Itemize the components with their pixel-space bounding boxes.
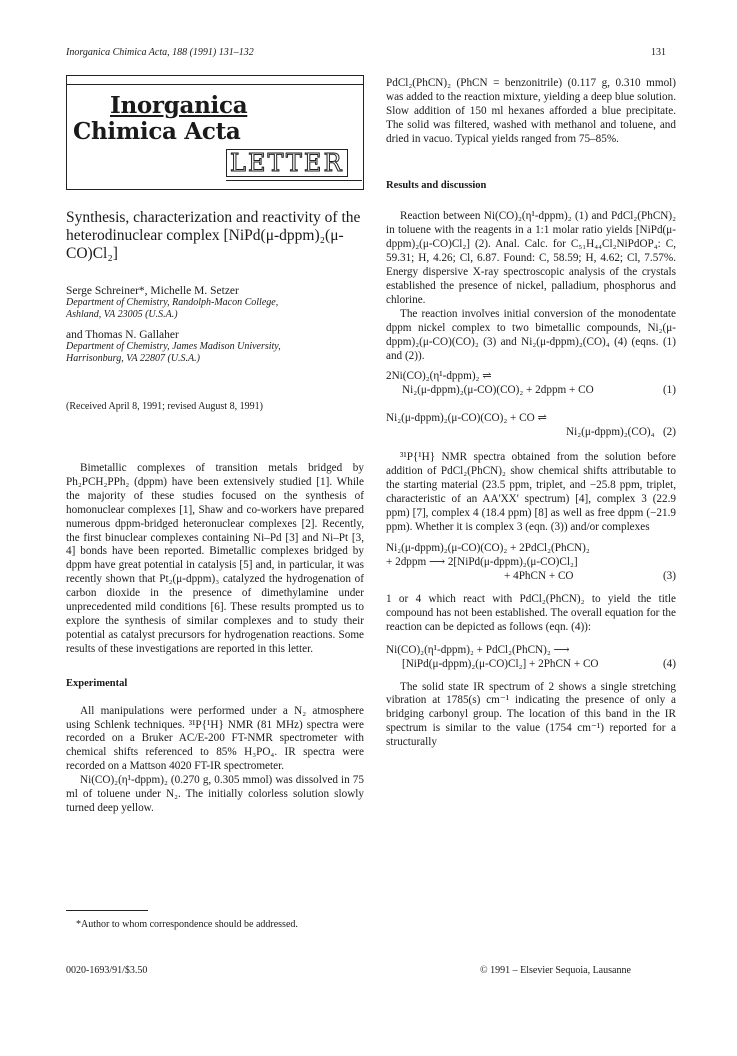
equation-number: (1) [662, 384, 676, 397]
experimental-paragraph: All manipulations were performed under a N₂ atmosphere using Schlenk techniques. ³¹P{¹H} NMR (81 MHz) spectra were recorded on a Bruker AC/E-200 FT-NMR spectrometer with chemical shifts referenced to 85% H₃PO₄. IR spectra were recorded on a Mattson 4020 FT-IR spectrometer. [66, 704, 364, 773]
continued-paragraph: PdCl₂(PhCN)₂ (PhCN = benzonitrile) (0.117 g, 0.310 mmol) was added to the reaction mixture, yielding a deep blue solution. Slow addition of 150 ml hexanes afforded a blue precipitate. The solid was filtered, washed with methanol and toluene, and dried in vacuo. Typical yields ranged from 75–85%. [386, 77, 676, 145]
authors-secondary: and Thomas N. Gallaher [66, 329, 179, 341]
equation-line: Ni(CO)₂(η¹-dppm)₂ + PdCl₂(PhCN)₂ ⟶ [386, 643, 570, 656]
affiliation-line: Harrisonburg, VA 22807 (U.S.A.) [66, 353, 200, 364]
equation-line: Ni₂(μ-dppm)₂(μ-CO)(CO)₂ + CO ⇌ [386, 412, 547, 425]
equation-1 [386, 369, 676, 397]
results-heading: Results and discussion [386, 179, 487, 191]
equation-2 [386, 411, 676, 439]
logo-top-rule [66, 84, 364, 85]
equation-3 [386, 541, 676, 583]
results-paragraph: Reaction between Ni(CO)₂(η¹-dppm)₂ (1) and PdCl₂(PhCN)₂ in toluene with the reagents in a 1:1 molar ratio yields [NiPd(μ-dppm)₂(μ-CO)Cl₂] (2). Anal. Calc. for C₅₁H₄₄Cl₂NiPdOP₄: C, 59.31; H, 4.26; Cl, 6.87. Found: C, 58.59; H, 4.62; Cl, 7.57%. Energy dispersive X-ray spectroscopic analysis of the crystals established the presence of nickel, palladium, phosphorus and chlorine. [386, 210, 676, 306]
equation-line: [NiPd(μ-dppm)₂(μ-CO)Cl₂] + 2PhCN + CO [402, 657, 599, 670]
author-block [66, 285, 281, 365]
affiliation-line: Department of Chemistry, James Madison University, [66, 341, 281, 352]
footer-code: 0020-1693/91/$3.50 [66, 965, 148, 976]
logo-inorganica: Inorganica [110, 92, 248, 119]
nmr-paragraph: ³¹P{¹H} NMR spectra obtained from the solution before addition of PdCl₂(PhCN)₂ show chemical shifts attributable to the starting material (23.5 ppm, triplet, and −25.8 ppm, triplet, characteristic of an AA'XX' spectrum) [4], complex 3 (22.9 ppm) [7], complex 4 (18.4 ppm) [8] as well as free dppm (−21.9 ppm). Whether it is complex 3 (eqn. (3)) and/or complexes [386, 451, 676, 533]
authors-primary: Serge Schreiner*, Michelle M. Setzer [66, 285, 239, 297]
experimental-heading: Experimental [66, 677, 128, 689]
equation-line: Ni₂(μ-dppm)₂(μ-CO)(CO)₂ + 2dppm + CO [402, 384, 594, 397]
letter-badge: LETTER [226, 149, 348, 177]
affiliation-line: Ashland, VA 23005 (U.S.A.) [66, 309, 178, 320]
journal-header: Inorganica Chimica Acta, 188 (1991) 131–132 [66, 47, 254, 58]
affiliation-line: Department of Chemistry, Randolph-Macon College, [66, 297, 279, 308]
article-title: Synthesis, characterization and reactivity of the heterodinuclear complex [NiPd(μ-dppm)₂(μ-CO)Cl₂] [66, 209, 361, 262]
ir-paragraph: The solid state IR spectrum of 2 shows a single stretching vibration at 1785(s) cm⁻¹ indicating the presence of only a bridging carbonyl group. The location of this band in the IR spectrum is similar to the value (1754 cm⁻¹) reported for a structurally [386, 680, 676, 749]
footer-copyright: © 1991 – Elsevier Sequoia, Lausanne [480, 965, 631, 976]
overall-paragraph: 1 or 4 which react with PdCl₂(PhCN)₂ to yield the title compound has not been established. The overall equation for the reaction can be depicted as follows (eqn. (4)): [386, 592, 676, 633]
intro-paragraph: Bimetallic complexes of transition metals bridged by Ph₂PCH₂PPh₂ (dppm) have been extensively studied [1]. While the majority of these studies focused on the synthesis of homonuclear complexes [1], Shaw and co-workers have prepared numerous dppm-bridged heteronuclear complexes [2]. Recently, the first binuclear complexes containing Ni–Pd [3] and Ni–Pt [3, 4] bonds have been reported. Bimetallic complexes bridged by dppm have great potential in catalysis [5] and, in particular, it was recently shown that Pt₂(μ-dppm)₃ catalyzed the hydrogenation of carbon dioxide in the presence of dimethylamine under unprecedented mild conditions [6]. These results prompted us to explore the synthesis of similar complexes and to study their potential as catalyst precursors for hydrogenation reactions. Some results of these investigations are reported in this letter. [66, 462, 364, 655]
results-paragraph: The reaction involves initial conversion of the monodentate dppm nickel complex to two bimetallic compounds, Ni₂(μ-dppm)₂(μ-CO)(CO)₂ (3) and Ni₂(μ-dppm)₂(CO)₄ (4) (eqns. (1) and (2)). [386, 307, 676, 362]
experimental-paragraph: Ni(CO)₂(η¹-dppm)₂ (0.270 g, 0.305 mmol) was dissolved in 75 ml of toluene under N₂. The initially colorless solution slowly turned deep yellow. [66, 774, 364, 814]
received-dates: (Received April 8, 1991; revised August 8, 1991) [66, 401, 263, 412]
logo-chimica-acta: Chimica Acta [73, 118, 241, 145]
equation-number: (4) [662, 657, 676, 670]
letter-badge-rule [226, 180, 362, 181]
equation-number: (2) [662, 426, 676, 439]
page-number: 131 [651, 47, 666, 58]
equation-line: Ni₂(μ-dppm)₂(μ-CO)(CO)₂ + 2PdCl₂(PhCN)₂ [386, 541, 590, 554]
footnote-rule [66, 910, 148, 911]
equation-line: 2Ni(CO)₂(η¹-dppm)₂ ⇌ [386, 370, 492, 383]
right-column [386, 77, 676, 750]
footnote: *Author to whom correspondence should be addressed. [76, 919, 298, 930]
equation-line: Ni₂(μ-dppm)₂(CO)₄ [566, 426, 655, 439]
equation-line: + 4PhCN + CO [504, 569, 574, 582]
equation-number: (3) [662, 569, 676, 582]
equation-line: + 2dppm ⟶ 2[NiPd(μ-dppm)₂(μ-CO)Cl₂] [386, 555, 578, 568]
left-column [66, 462, 364, 816]
equation-4 [386, 643, 676, 671]
